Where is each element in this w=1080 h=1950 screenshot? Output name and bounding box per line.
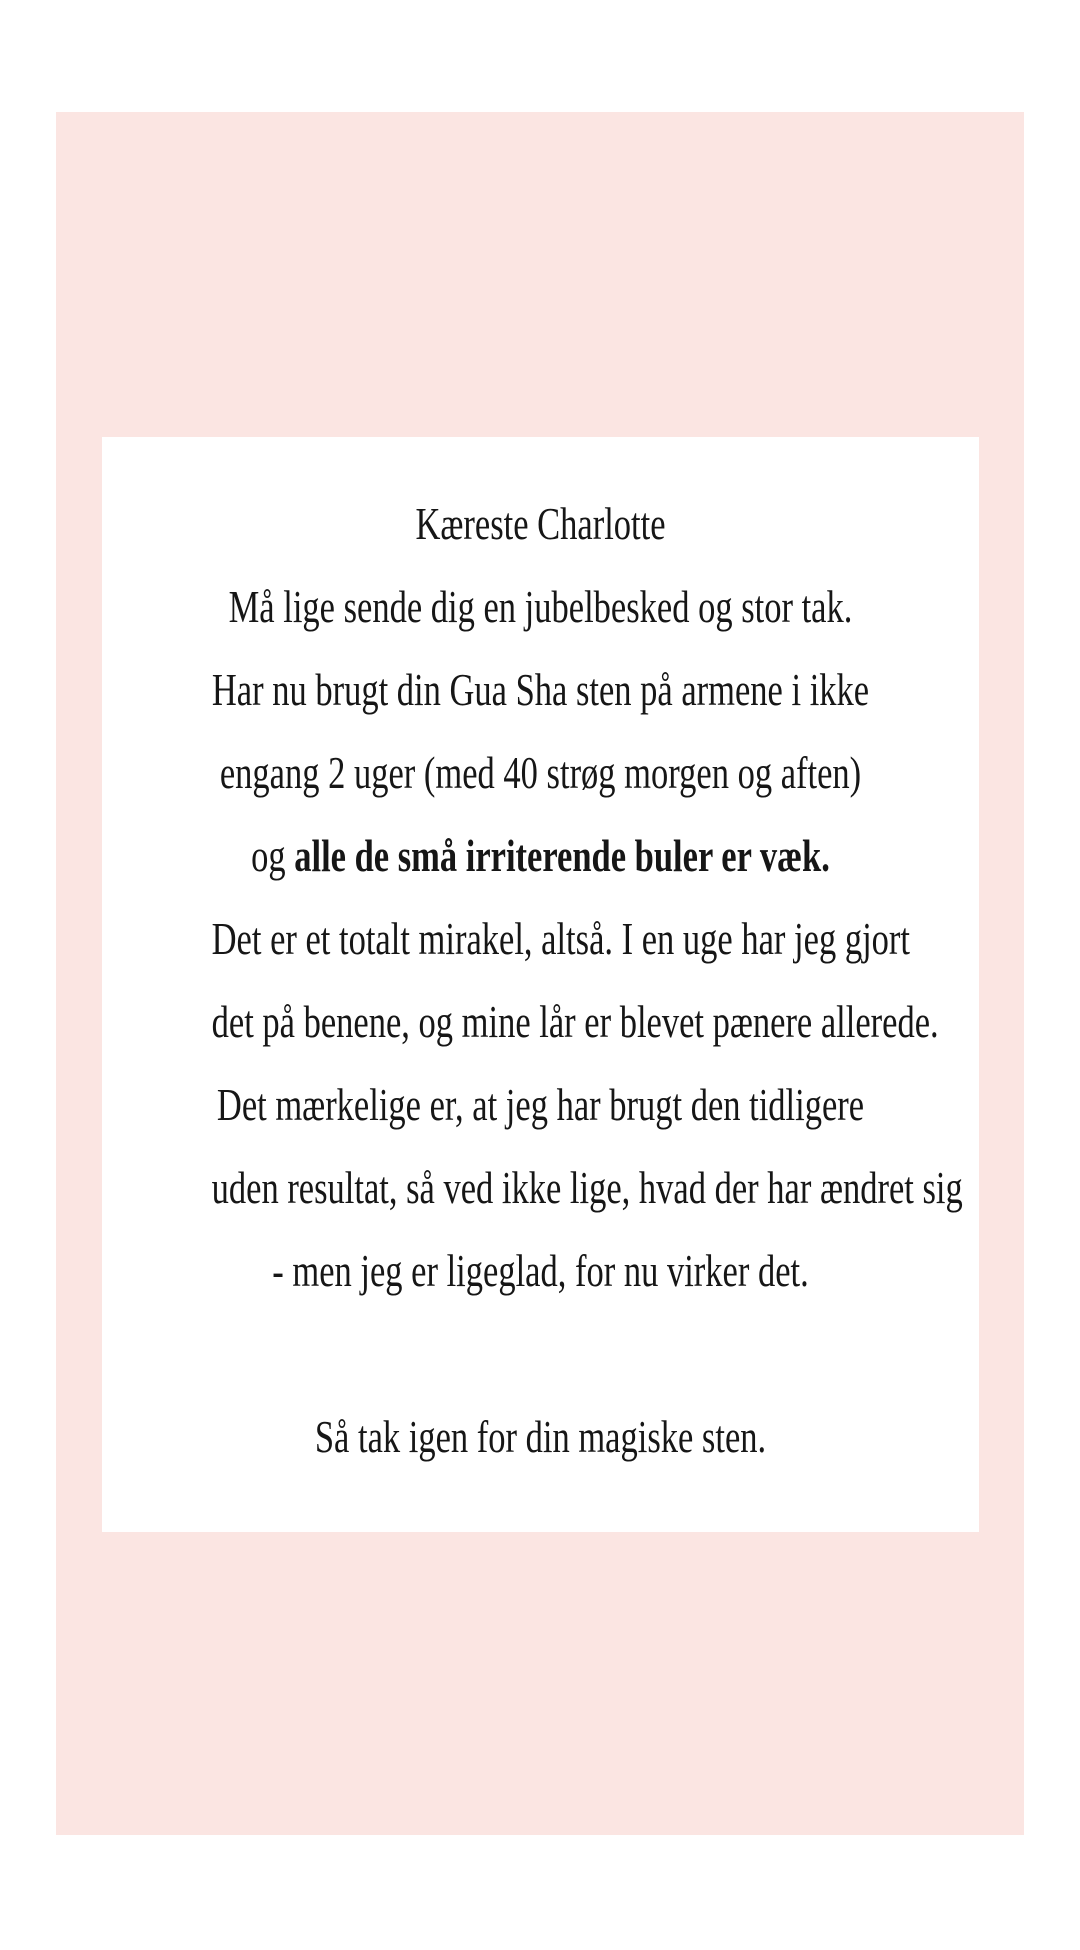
- testimonial-line-7: det på benene, og mine lår er blevet pænere allerede.: [211, 996, 939, 1047]
- pink-background-panel: [56, 112, 1024, 1835]
- testimonial-line-5-regular: og: [251, 830, 295, 881]
- testimonial-line-closing: Så tak igen for din magiske sten.: [314, 1411, 767, 1462]
- testimonial-line-10: - men jeg er ligeglad, for nu virker det.: [272, 1245, 809, 1296]
- testimonial-line-5: [212, 814, 870, 897]
- testimonial-line-4: engang 2 uger (med 40 strøg morgen og aften): [219, 747, 862, 798]
- testimonial-line-3: Har nu brugt din Gua Sha sten på armene i ikke: [211, 664, 870, 715]
- testimonial-line-2: Må lige sende dig en jubelbesked og stor tak.: [228, 581, 853, 632]
- testimonial-line-5-bold: alle de små irriterende buler er væk.: [294, 830, 830, 881]
- blank-line: [212, 1312, 870, 1395]
- testimonial-line-8: Det mærkelige er, at jeg har brugt den tidligere: [216, 1079, 865, 1130]
- testimonial-line-9: uden resultat, så ved ikke lige, hvad der har ændret sig: [211, 1162, 963, 1213]
- testimonial-card: [102, 437, 979, 1532]
- testimonial-line-6: Det er et totalt mirakel, altså. I en uge har jeg gjort: [211, 913, 910, 964]
- testimonial-line-greeting: Kæreste Charlotte: [415, 498, 666, 549]
